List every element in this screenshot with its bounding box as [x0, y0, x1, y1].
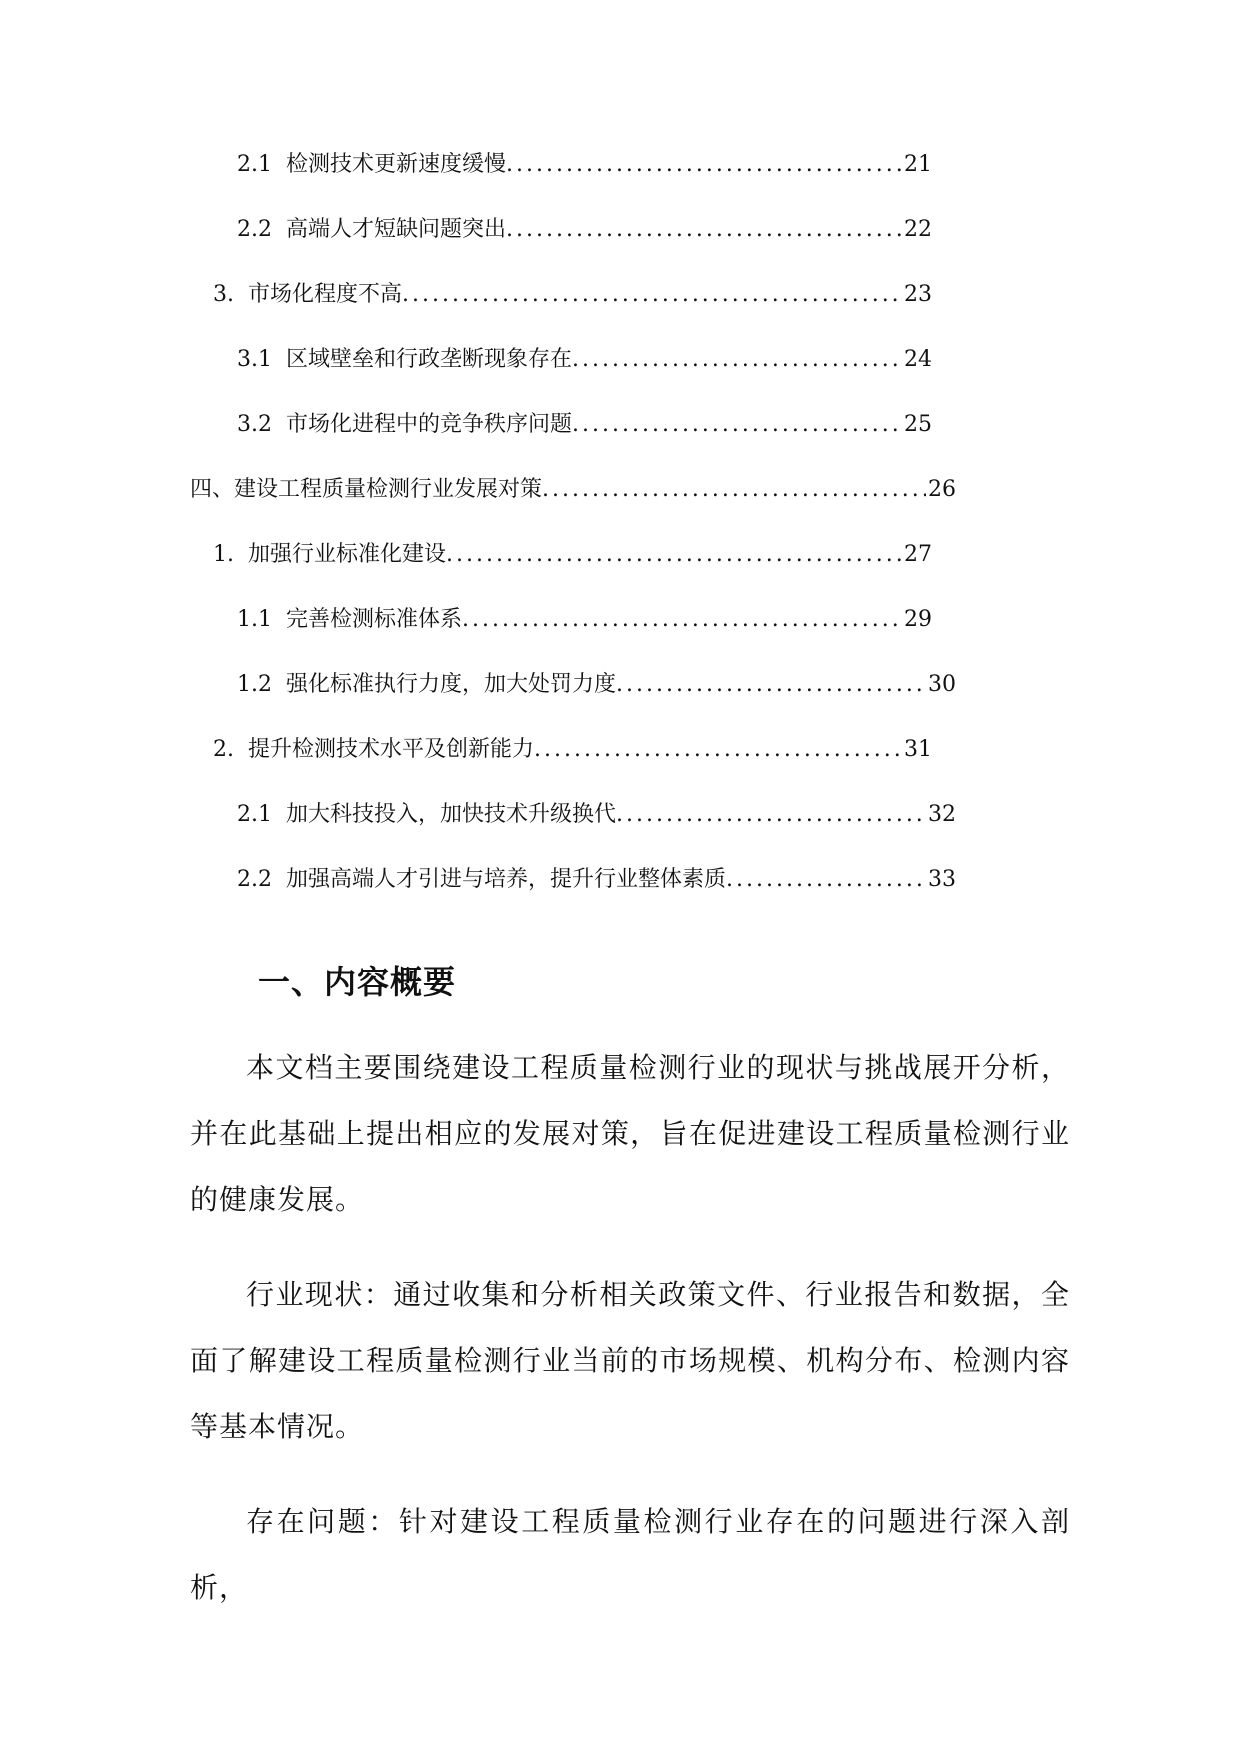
toc-dot-leader	[726, 865, 926, 895]
toc-dot-leader	[616, 670, 926, 700]
toc-entry-page: 30	[928, 672, 956, 697]
toc-entry-page: 31	[904, 737, 932, 762]
toc-dot-leader	[542, 475, 926, 505]
body-paragraph: 行业现状：通过收集和分析相关政策文件、行业报告和数据，全面了解建设工程质量检测行业当前的市场规模、机构分布、检测内容等基本情况。	[190, 1278, 1070, 1443]
body-paragraph: 本文档主要围绕建设工程质量检测行业的现状与挑战展开分析，并在此基础上提出相应的发展对策，旨在促进建设工程质量检测行业的健康发展。	[190, 1051, 1070, 1216]
toc-entry-number: 1.	[213, 542, 234, 567]
toc-entry-number: 2.2	[237, 867, 272, 892]
toc-entry-page: 32	[928, 802, 956, 827]
toc-entry-page: 26	[928, 477, 956, 502]
toc-entry[interactable]	[237, 660, 956, 700]
toc-entry-title: 加大科技投入，加快技术升级换代	[286, 802, 617, 827]
toc-entry-page: 22	[904, 217, 932, 242]
toc-entry-page: 24	[904, 347, 932, 372]
toc-entry-number: 2.2	[237, 217, 272, 242]
toc-entry[interactable]	[237, 335, 932, 375]
toc-dot-leader	[402, 280, 902, 310]
toc-entry-page: 21	[904, 152, 932, 177]
toc-entry-title: 建设工程质量检测行业发展对策	[234, 477, 543, 502]
toc-entry-title: 市场化程度不高	[248, 282, 403, 307]
toc-entry-number: 四、	[190, 477, 235, 502]
toc-entry-number: 1.1	[237, 607, 272, 632]
toc-entry[interactable]	[237, 140, 932, 180]
toc-entry-title: 提升检测技术水平及创新能力	[248, 737, 535, 762]
toc-entry[interactable]	[237, 595, 932, 635]
toc-entry-title: 强化标准执行力度，加大处罚力度	[286, 672, 617, 697]
toc-dot-leader	[506, 215, 902, 245]
toc-entry-number: 2.1	[237, 802, 272, 827]
toc-entry-number: 3.2	[237, 412, 272, 437]
toc-entry[interactable]	[213, 725, 932, 765]
toc-entry[interactable]	[237, 400, 932, 440]
toc-entry-title: 区域壁垒和行政垄断现象存在	[286, 347, 573, 372]
toc-entry-title: 完善检测标准体系	[286, 607, 463, 632]
toc-entry[interactable]	[237, 855, 956, 895]
toc-dot-leader	[616, 800, 926, 830]
toc-entry[interactable]	[237, 205, 932, 245]
toc-entry-page: 29	[904, 607, 932, 632]
toc-entry[interactable]	[213, 270, 932, 310]
toc-entry-page: 27	[904, 542, 932, 567]
toc-entry-number: 3.	[213, 282, 234, 307]
toc-entry-number: 2.	[213, 737, 234, 762]
toc-entry-number: 3.1	[237, 347, 272, 372]
toc-entry-page: 23	[904, 282, 932, 307]
toc-entry-number: 2.1	[237, 152, 272, 177]
toc-dot-leader	[572, 345, 902, 375]
toc-dot-leader	[462, 605, 902, 635]
toc-dot-leader	[506, 150, 902, 180]
toc-entry-title: 加强高端人才引进与培养，提升行业整体素质	[286, 867, 727, 892]
toc-entry-title: 加强行业标准化建设	[248, 542, 447, 567]
toc-entry[interactable]	[237, 790, 956, 830]
body-paragraph: 存在问题：针对建设工程质量检测行业存在的问题进行深入剖析，	[190, 1505, 1070, 1604]
toc-entry-number: 1.2	[237, 672, 272, 697]
toc-dot-leader	[534, 735, 902, 765]
toc-entry-title: 市场化进程中的竞争秩序问题	[286, 412, 573, 437]
toc-entry-page: 25	[904, 412, 932, 437]
toc-entry[interactable]	[213, 530, 932, 570]
toc-dot-leader	[572, 410, 902, 440]
section-heading: 一、内容概要	[258, 963, 457, 1001]
toc-dot-leader	[446, 540, 902, 570]
toc-entry-title: 检测技术更新速度缓慢	[286, 152, 507, 177]
toc-entry[interactable]	[190, 465, 956, 505]
toc-entry-title: 高端人才短缺问题突出	[286, 217, 507, 242]
toc-entry-page: 33	[928, 867, 956, 892]
